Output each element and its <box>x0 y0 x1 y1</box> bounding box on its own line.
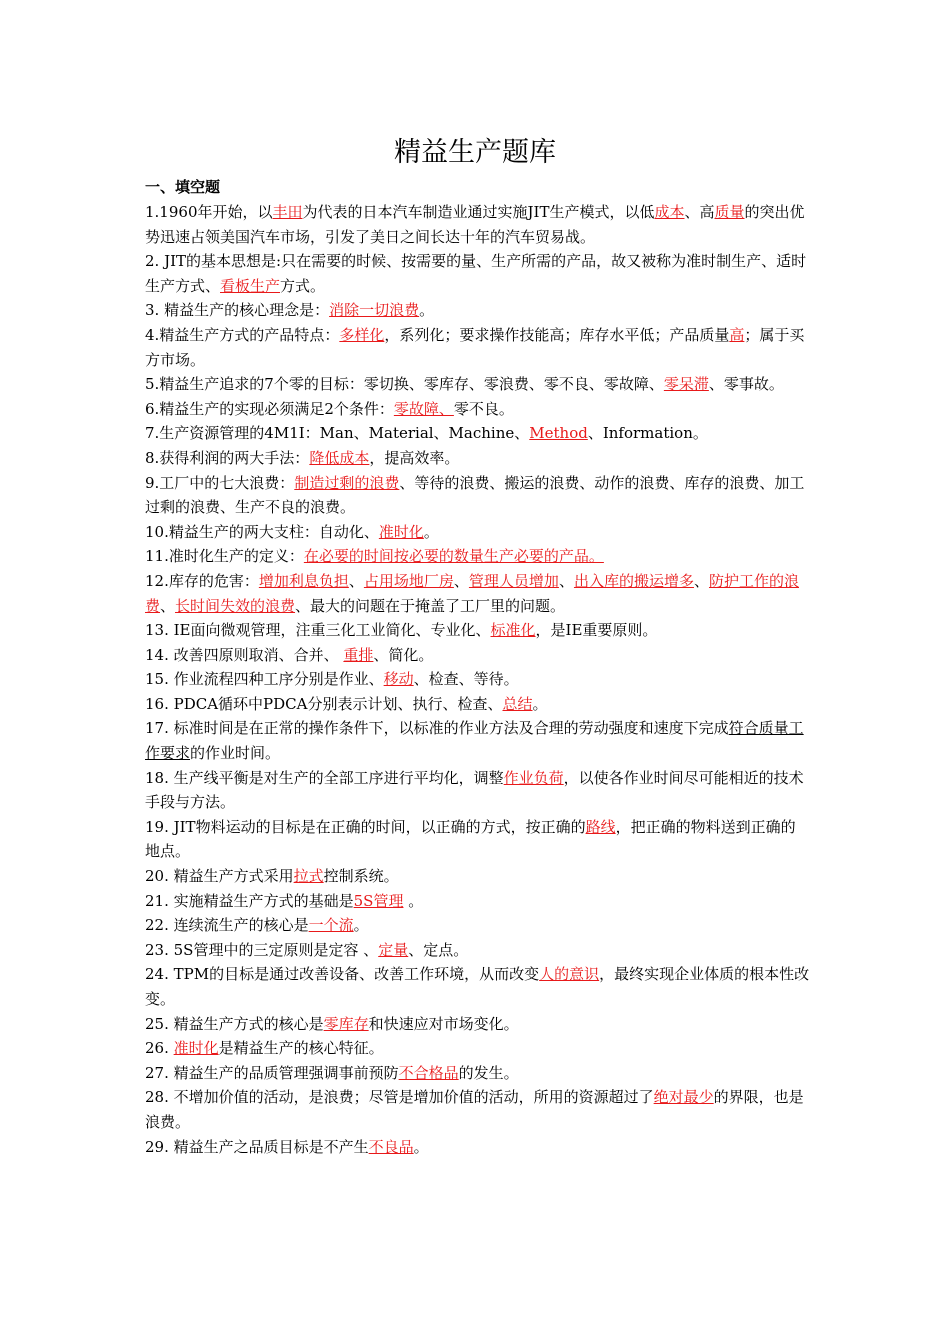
question-text: 17. 标准时间是在正常的操作条件下，以标准的作业方法及合理的劳动强度和速度下完成 <box>145 719 729 738</box>
answer-text: 重排 <box>343 645 374 664</box>
question-text: 零不良。 <box>453 399 514 418</box>
answer-text: 看板生产 <box>220 276 281 295</box>
question-item <box>145 618 810 643</box>
question-text: 、高 <box>684 203 715 221</box>
answer-text: 总结 <box>502 694 533 713</box>
question-item <box>145 815 810 864</box>
question-text: 。 <box>403 891 424 910</box>
question-text: ，最终实现企业体质的根本性改变。 <box>145 965 810 1008</box>
question-text: 18. 生产线平衡是对生产的全部工序进行平均化，调整 <box>145 768 504 787</box>
question-text: 、 <box>558 571 574 590</box>
question-list <box>145 200 810 1159</box>
question-item <box>145 692 810 717</box>
question-item <box>145 1036 810 1061</box>
question-text: ，把正确的物料送到正确的地点。 <box>145 817 796 861</box>
question-text: 12.库存的危害： <box>145 571 259 590</box>
answer-text: 防护工作的浪费 <box>145 571 799 615</box>
question-item <box>145 766 810 815</box>
question-text: 22. 连续流生产的核心是 <box>145 916 309 935</box>
question-text: 6.精益生产的实现必须满足2个条件： <box>145 399 394 418</box>
question-text: 29. 精益生产之品质目标是不产生 <box>145 1137 369 1156</box>
answer-text: 路线 <box>585 817 616 836</box>
question-item <box>145 1012 810 1037</box>
question-text: 5.精益生产追求的7个零的目标：零切换、零库存、零浪费、零不良、零故障、 <box>145 375 664 394</box>
answer-text: 消除一切浪费 <box>329 301 420 320</box>
question-text: 、 <box>453 571 469 590</box>
question-item <box>145 249 810 298</box>
question-text: 2. JIT的基本思想是:只在需要的时候、按需要的量、生产所需的产品，故又被称为准时制生产、适时生产方式、 <box>145 252 807 295</box>
answer-text: 降低成本 <box>309 448 370 467</box>
answer-text: 制造过剩的浪费 <box>294 473 400 492</box>
question-text: ，提高效率。 <box>369 448 460 467</box>
question-text: 。 <box>353 916 369 935</box>
answer-text: 出入库的搬运增多 <box>573 571 694 590</box>
answer-text: 占用场地厂房 <box>363 571 454 590</box>
answer-text: 质量 <box>714 203 745 221</box>
question-text: 、定点。 <box>408 940 469 959</box>
question-item <box>145 913 810 938</box>
question-item <box>145 569 810 618</box>
answer-text: 拉式 <box>293 867 324 886</box>
question-text: 20. 精益生产方式采用 <box>145 867 294 886</box>
question-text: ，以使各作业时间尽可能相近的技术手段与方法。 <box>145 768 804 812</box>
question-text: ，是IE重要原则。 <box>535 621 658 640</box>
question-item <box>145 1061 810 1086</box>
question-text: 8.获得利润的两大手法： <box>145 448 310 467</box>
question-text: 、等待的浪费、搬运的浪费、动作的浪费、库存的浪费、加工过剩的浪费、生产不良的浪费。 <box>145 473 805 517</box>
answer-text: 成本 <box>654 203 685 221</box>
question-text: 13. IE面向微观管理，注重三化工业简化、专业化、 <box>145 621 491 640</box>
question-item <box>145 889 810 914</box>
answer-text: 在必要的时间按必要的数量生产必要的产品。 <box>303 547 604 566</box>
question-item <box>145 1085 810 1134</box>
answer-text: 不合格品 <box>398 1063 459 1082</box>
question-text: 14. 改善四原则取消、合并、 <box>145 645 344 664</box>
answer-text: 人的意识 <box>539 965 600 984</box>
question-text: 方式。 <box>280 276 326 295</box>
question-text: 27. 精益生产的品质管理强调事前预防 <box>145 1063 399 1082</box>
page-title: 精益生产题库 <box>394 137 556 168</box>
question-text: 21. 实施精益生产方式的基础是 <box>145 891 354 910</box>
question-text: 1.1960年开始，以 <box>145 203 273 221</box>
question-item <box>145 938 810 963</box>
answer-text: 不良品 <box>368 1137 414 1156</box>
question-text: 的突出优势迅速占领美国汽车市场，引发了美日之间长达十年的汽车贸易战。 <box>145 203 805 246</box>
question-text: 16. PDCA循环中PDCA分别表示计划、执行、检查、 <box>145 694 503 713</box>
question-text: 。 <box>423 522 439 541</box>
question-text: 24. TPM的目标是通过改善设备、改善工作环境，从而改变 <box>145 965 540 984</box>
question-text: 11.准时化生产的定义： <box>145 547 304 566</box>
answer-text: 多样化 <box>339 325 385 344</box>
question-text: 、 <box>693 571 709 590</box>
question-text: 、检查、等待。 <box>413 670 519 689</box>
answer-text: Method <box>529 424 588 443</box>
question-text: 是精益生产的核心特征。 <box>218 1039 384 1058</box>
question-text: 。 <box>413 1137 429 1156</box>
answer-text: 高 <box>729 325 745 344</box>
question-text: 4.精益生产方式的产品特点： <box>145 325 340 344</box>
question-item <box>145 200 810 249</box>
answer-text: 5S管理 <box>353 891 404 910</box>
question-text: 控制系统。 <box>323 867 399 886</box>
question-item <box>145 544 810 569</box>
question-item <box>145 471 810 520</box>
question-text: 。 <box>532 694 548 713</box>
question-item <box>145 864 810 889</box>
answer-text: 零故障、 <box>393 399 454 418</box>
answer-text: 绝对最少 <box>653 1088 714 1107</box>
question-text: 、简化。 <box>373 645 434 664</box>
question-text: 和快速应对市场变化。 <box>368 1014 519 1033</box>
answer-text: 标准化 <box>490 621 536 640</box>
underlined-text: 符合质量工作要求 <box>145 719 804 763</box>
question-item <box>145 520 810 545</box>
answer-text: 零库存 <box>323 1014 369 1033</box>
question-item <box>145 298 810 323</box>
question-text: 9.工厂中的七大浪费： <box>145 473 295 492</box>
question-text: 、 <box>348 571 364 590</box>
question-item <box>145 962 810 1011</box>
question-item <box>145 323 810 372</box>
question-text: 、零事故。 <box>708 375 784 394</box>
answer-text: 丰田 <box>272 203 303 221</box>
answer-text: 作业负荷 <box>503 768 564 787</box>
question-text: 19. JIT物料运动的目标是在正确的时间，以正确的方式，按正确的 <box>145 817 586 836</box>
question-text: 23. 5S管理中的三定原则是定容 、 <box>145 940 379 959</box>
answer-text: 准时化 <box>173 1039 219 1058</box>
question-item <box>145 446 810 471</box>
question-text: 、Information。 <box>587 424 708 443</box>
question-item <box>145 716 810 765</box>
question-text: 25. 精益生产方式的核心是 <box>145 1014 324 1033</box>
question-text: 、最大的问题在于掩盖了工厂里的问题。 <box>295 596 566 615</box>
question-item <box>145 421 810 446</box>
answer-text: 管理人员增加 <box>468 571 559 590</box>
answer-text: 准时化 <box>378 522 424 541</box>
question-text: 15. 作业流程四种工序分别是作业、 <box>145 670 384 689</box>
question-item <box>145 1135 810 1160</box>
answer-text: 长时间失效的浪费 <box>175 596 296 615</box>
question-text: 。 <box>419 301 435 320</box>
question-text: ，系列化；要求操作技能高；库存水平低；产品质量 <box>384 325 730 344</box>
question-text: 28. 不增加价值的活动，是浪费；尽管是增加价值的活动，所用的资源超过了 <box>145 1088 654 1107</box>
question-text: 、 <box>160 596 176 615</box>
question-text: 7.生产资源管理的4M1I：Man、Material、Machine、 <box>145 424 530 443</box>
answer-text: 增加利息负担 <box>258 571 349 590</box>
answer-text: 移动 <box>383 670 414 689</box>
question-text: 为代表的日本汽车制造业通过实施JIT生产模式，以低 <box>302 203 655 221</box>
answer-text: 定量 <box>378 940 409 959</box>
question-text: 3. 精益生产的核心理念是： <box>145 301 330 320</box>
question-text: 的界限，也是浪费。 <box>145 1088 804 1131</box>
question-item <box>145 667 810 692</box>
answer-text: 一个流 <box>308 916 354 935</box>
question-text: 的发生。 <box>458 1063 519 1082</box>
question-item <box>145 397 810 422</box>
section-heading: 一、填空题 <box>145 178 221 196</box>
question-text: 10.精益生产的两大支柱：自动化、 <box>145 522 379 541</box>
question-item <box>145 372 810 397</box>
question-text: 26. <box>145 1039 174 1058</box>
question-item <box>145 643 810 668</box>
question-text: 的作业时间。 <box>190 744 281 763</box>
question-text: ；属于买方市场。 <box>145 325 805 369</box>
answer-text: 零呆滞 <box>663 375 709 394</box>
